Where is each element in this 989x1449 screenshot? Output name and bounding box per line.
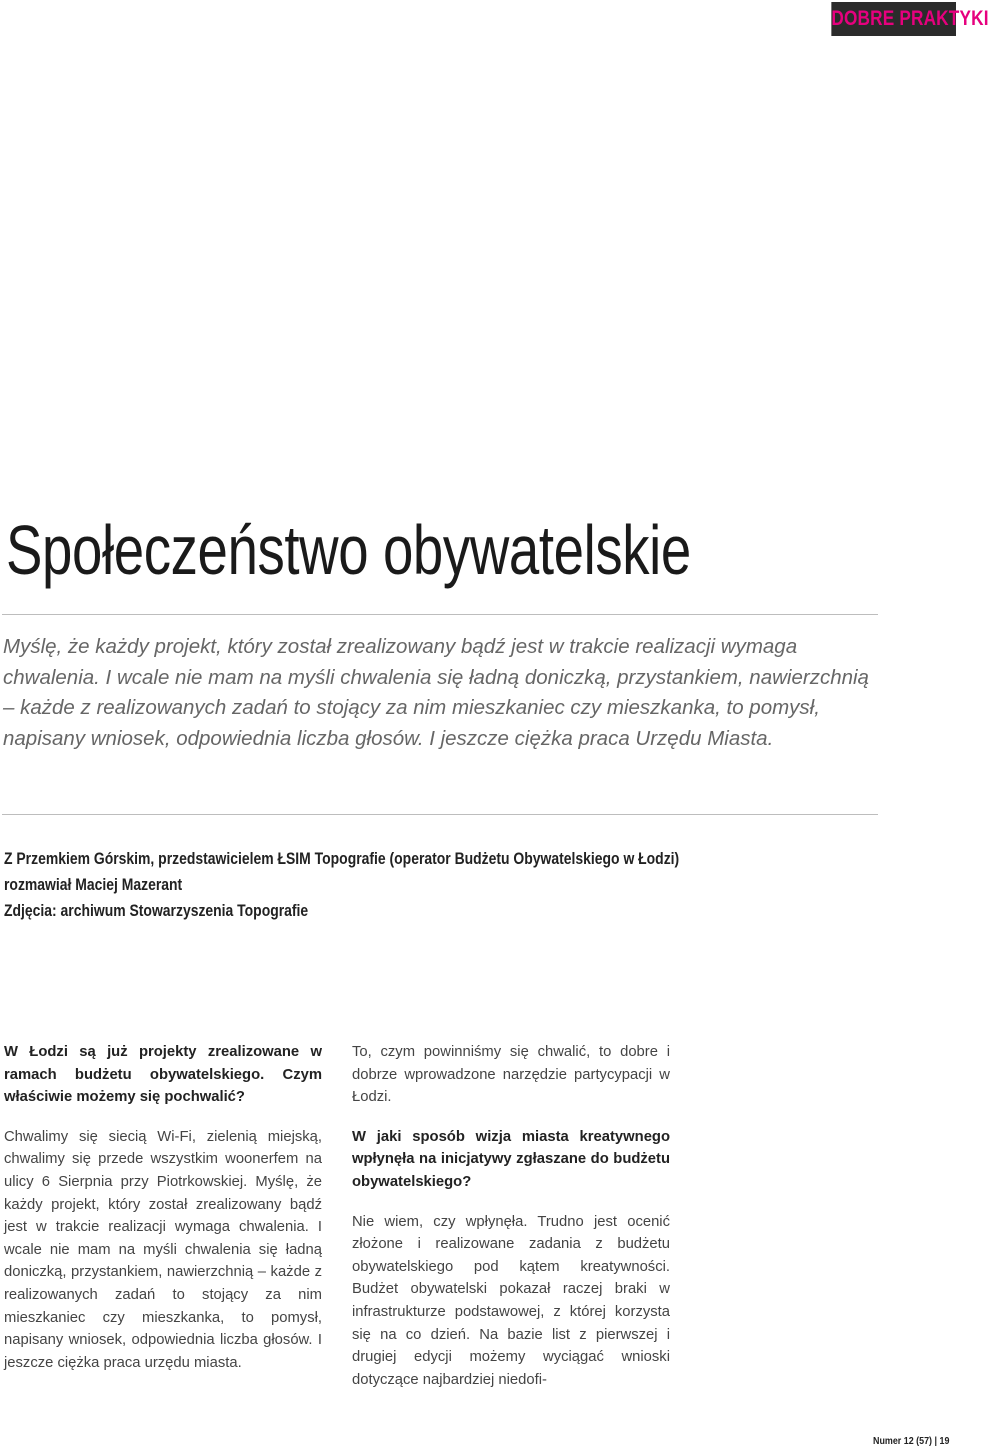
- article-credits: [4, 846, 964, 924]
- section-badge: DOBRE PRAKTYKI: [831, 2, 956, 36]
- interview-answer: To, czym powinniśmy się chwalić, to dobre i dobrze wprowadzone narzędzie partycypacji w Łodzi.: [352, 1044, 670, 1106]
- interview-question: W Łodzi są już projekty zrealizowane w ramach budżetu obywatelskiego. Czym właściwie możemy się pochwalić?: [4, 1044, 322, 1106]
- credits-photos: Zdjęcia: archiwum Stowarzyszenia Topografie: [4, 901, 309, 920]
- divider-top: [2, 614, 878, 615]
- article-lead: Myślę, że każdy projekt, który został zrealizowany bądź jest w trakcie realizacji wymaga chwalenia. I wcale nie mam na myśli chwalenia się ładną doniczką, przystankiem, nawierzchnią – każde z realizowanych zadań to stojący za nim mieszkaniec czy mieszkanka, to pomysł, napisany wniosek, odpowiednia liczba głosów. I jeszcze ciężka praca Urzędu Miasta.: [3, 635, 869, 750]
- credits-interviewer: rozmawiał Maciej Mazerant: [4, 875, 183, 894]
- interview-question: W jaki sposób wizja miasta kreatywnego wpłynęła na inicjatywy zgłaszane do budżetu obywatelskiego?: [352, 1128, 670, 1190]
- interview-answer: Nie wiem, czy wpłynęła. Trudno jest ocenić złożone i realizowane zadania z budżetu obywatelskiego pod kątem kreatywności. Budżet obywatelski pokazał raczej braki w infrastrukturze podstawowej, z której korzysta się na co dzień. Na bazie list z pierwszej i drugiej edycji możemy wyciągać wnioski dotyczące najbardziej niedofi-: [352, 1213, 670, 1388]
- divider-bottom: [2, 814, 878, 815]
- interview-answer: Chwalimy się siecią Wi-Fi, zielenią miejską, chwalimy się przede wszystkim woonerfem na ulicy 6 Sierpnia przy Piotrkowskiej. Myślę, że każdy projekt, który został zrealizowany bądź jest w trakcie realizacji wymaga chwalenia. I wcale nie mam na myśli chwalenia się ładną doniczką, przystankiem, nawierzchnią – każde z realizowanych zadań to stojący za nim mieszkaniec czy mieszkanka, to pomysł, napisany wniosek, odpowiednia liczba głosów. I jeszcze ciężka praca urzędu miasta.: [4, 1128, 322, 1371]
- page-footer-issue: Numer 12 (57) | 19: [873, 1435, 950, 1447]
- credits-interviewee: Z Przemkiem Górskim, przedstawicielem ŁSIM Topografie (operator Budżetu Obywatelskiego w Łodzi): [4, 849, 680, 868]
- article-title: Społeczeństwo obywatelskie: [6, 511, 691, 589]
- column-right: [352, 1041, 670, 1408]
- column-left: [4, 1041, 322, 1391]
